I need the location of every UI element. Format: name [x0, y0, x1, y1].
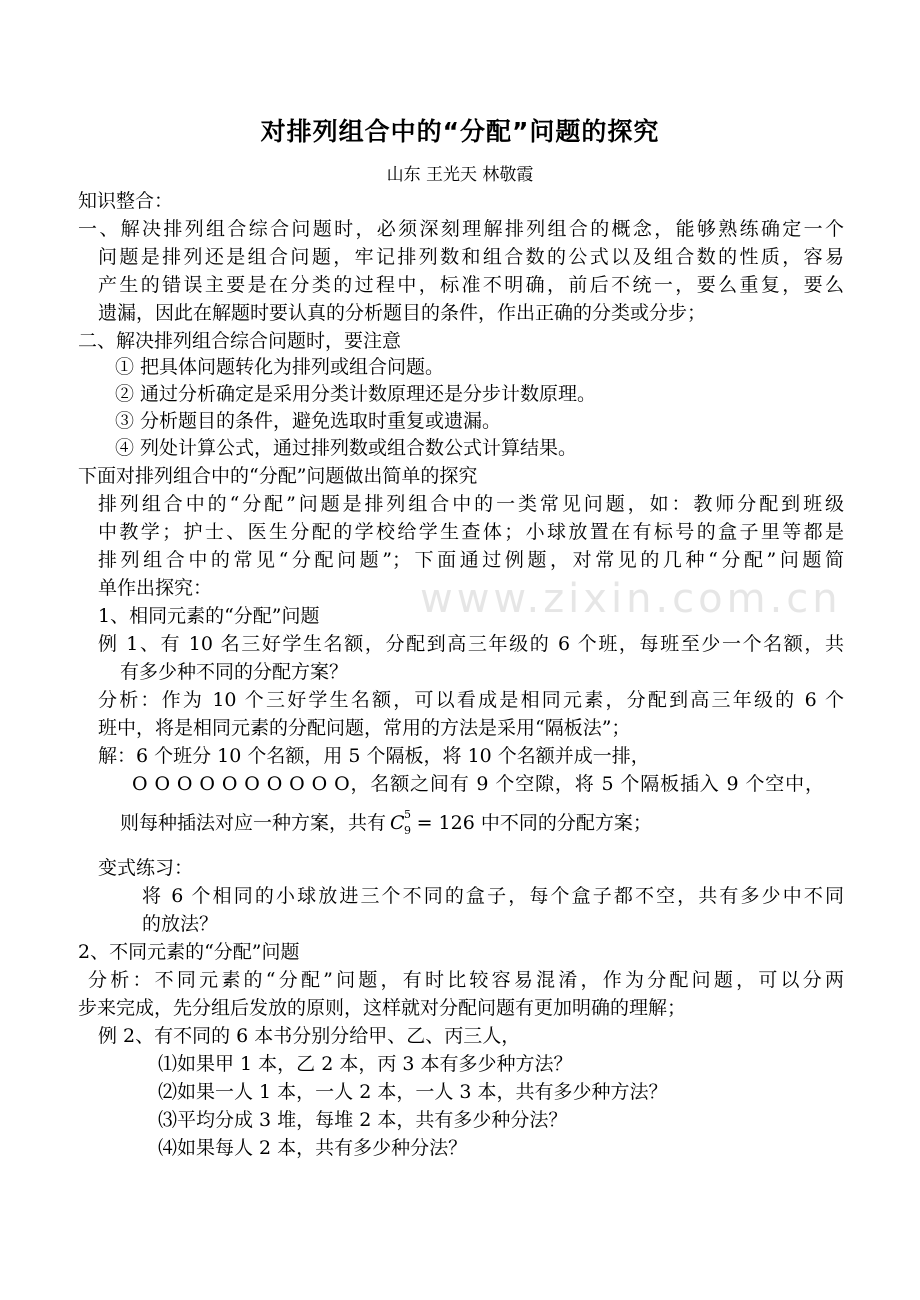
combination-superscript: 5	[404, 808, 412, 821]
paragraph-line: 遗漏，因此在解题时要认真的分析题目的条件，作出正确的分类或分步；	[98, 302, 707, 324]
section-heading-two: 二、解决排列组合综合问题时，要注意	[78, 330, 402, 352]
solution-line: 解：6 个班分 10 个名额，用 5 个隔板，将 10 个名额并成一排，	[98, 745, 650, 767]
list-item: ① 把具体问题转化为排列或组合问题。	[115, 356, 445, 378]
example-1-line: 例 1、有 10 名三好学生名额，分配到高三年级的 6 个班，每班至少一个名额，共	[98, 633, 844, 655]
analysis-line: 班中，将是相同元素的分配问题，常用的方法是采用“隔板法”；	[98, 717, 631, 739]
exercise-line: 的放法？	[142, 913, 219, 935]
list-item: ③ 分析题目的条件，避免选取时重复或遗漏。	[115, 410, 502, 432]
author-line: 山东 王光天 林敬霞	[386, 165, 534, 185]
paragraph-line: 产生的错误主要是在分类的过程中，标准不明确，前后不统一，要么重复，要么	[98, 274, 844, 296]
paragraph-line: 问题是排列还是组合问题，牢记排列数和组合数的公式以及组合数的性质，容易	[98, 246, 844, 268]
exercise-line: 将 6 个相同的小球放进三个不同的盒子，每个盒子都不空，共有多少中不同	[142, 885, 844, 907]
combination-letter: C	[390, 812, 405, 834]
combination-symbol	[390, 808, 415, 838]
formula-text-after: = 126 中不同的分配方案；	[416, 812, 652, 834]
analysis-line: 步来完成，先分组后发放的原则，这样就对分配问题有更加明确的理解；	[78, 997, 687, 1019]
paragraph-line: 排列组合中的常见“分配问题”；下面通过例题，对常见的几种“分配”问题简	[98, 549, 844, 571]
formula-text-before: 则每种插法对应一种方案，共有	[120, 812, 387, 834]
subsection-heading-2: 2、不同元素的“分配”问题	[78, 941, 300, 963]
paragraph-line: 中教学；护士、医生分配的学校给学生查体；小球放置在有标号的盒子里等都是	[98, 521, 844, 543]
question-item: ⑴如果甲 1 本，乙 2 本，丙 3 本有多少种方法？	[158, 1053, 573, 1075]
solution-line: O O O O O O O O O O，名额之间有 9 个空隙，将 5 个隔板插入 9 个空中，	[132, 773, 824, 795]
list-item: ② 通过分析确定是采用分类计数原理还是分步计数原理。	[115, 383, 597, 405]
watermark: www.zixin.com.cn	[420, 576, 842, 622]
combination-subscript: 9	[404, 824, 412, 837]
subsection-heading-1: 1、相同元素的“分配”问题	[98, 605, 320, 627]
paragraph-line: 单作出探究：	[98, 577, 213, 599]
paragraph-line: 排列组合中的“分配”问题是排列组合中的一类常见问题，如：教师分配到班级	[98, 493, 844, 515]
section-heading-knowledge: 知识整合：	[78, 190, 174, 212]
example-1-line: 有多少种不同的分配方案？	[120, 661, 349, 683]
example-2-line: 例 2、有不同的 6 本书分别分给甲、乙、丙三人，	[98, 1025, 521, 1047]
list-item: ④ 列处计算公式，通过排列数或组合数公式计算结果。	[115, 437, 578, 459]
document-title: 对排列组合中的“分配”问题的探究	[260, 117, 660, 146]
paragraph-line: 一、解决排列组合综合问题时，必须深刻理解排列组合的概念，能够熟练确定一个	[78, 218, 844, 240]
question-item: ⑶平均分成 3 堆，每堆 2 本，共有多少种分法？	[158, 1109, 568, 1131]
intro-line: 下面对排列组合中的“分配”问题做出简单的探究	[78, 465, 478, 487]
analysis-line: 分析：不同元素的“分配”问题，有时比较容易混淆，作为分配问题，可以分两	[88, 969, 844, 991]
question-item: ⑵如果一人 1 本，一人 2 本，一人 3 本，共有多少种方法？	[158, 1081, 668, 1103]
question-item: ⑷如果每人 2 本，共有多少种分法？	[158, 1137, 468, 1159]
formula-line	[120, 808, 652, 838]
analysis-line: 分析：作为 10 个三好学生名额，可以看成是相同元素，分配到高三年级的 6 个	[98, 689, 844, 711]
exercise-heading: 变式练习：	[98, 857, 194, 879]
